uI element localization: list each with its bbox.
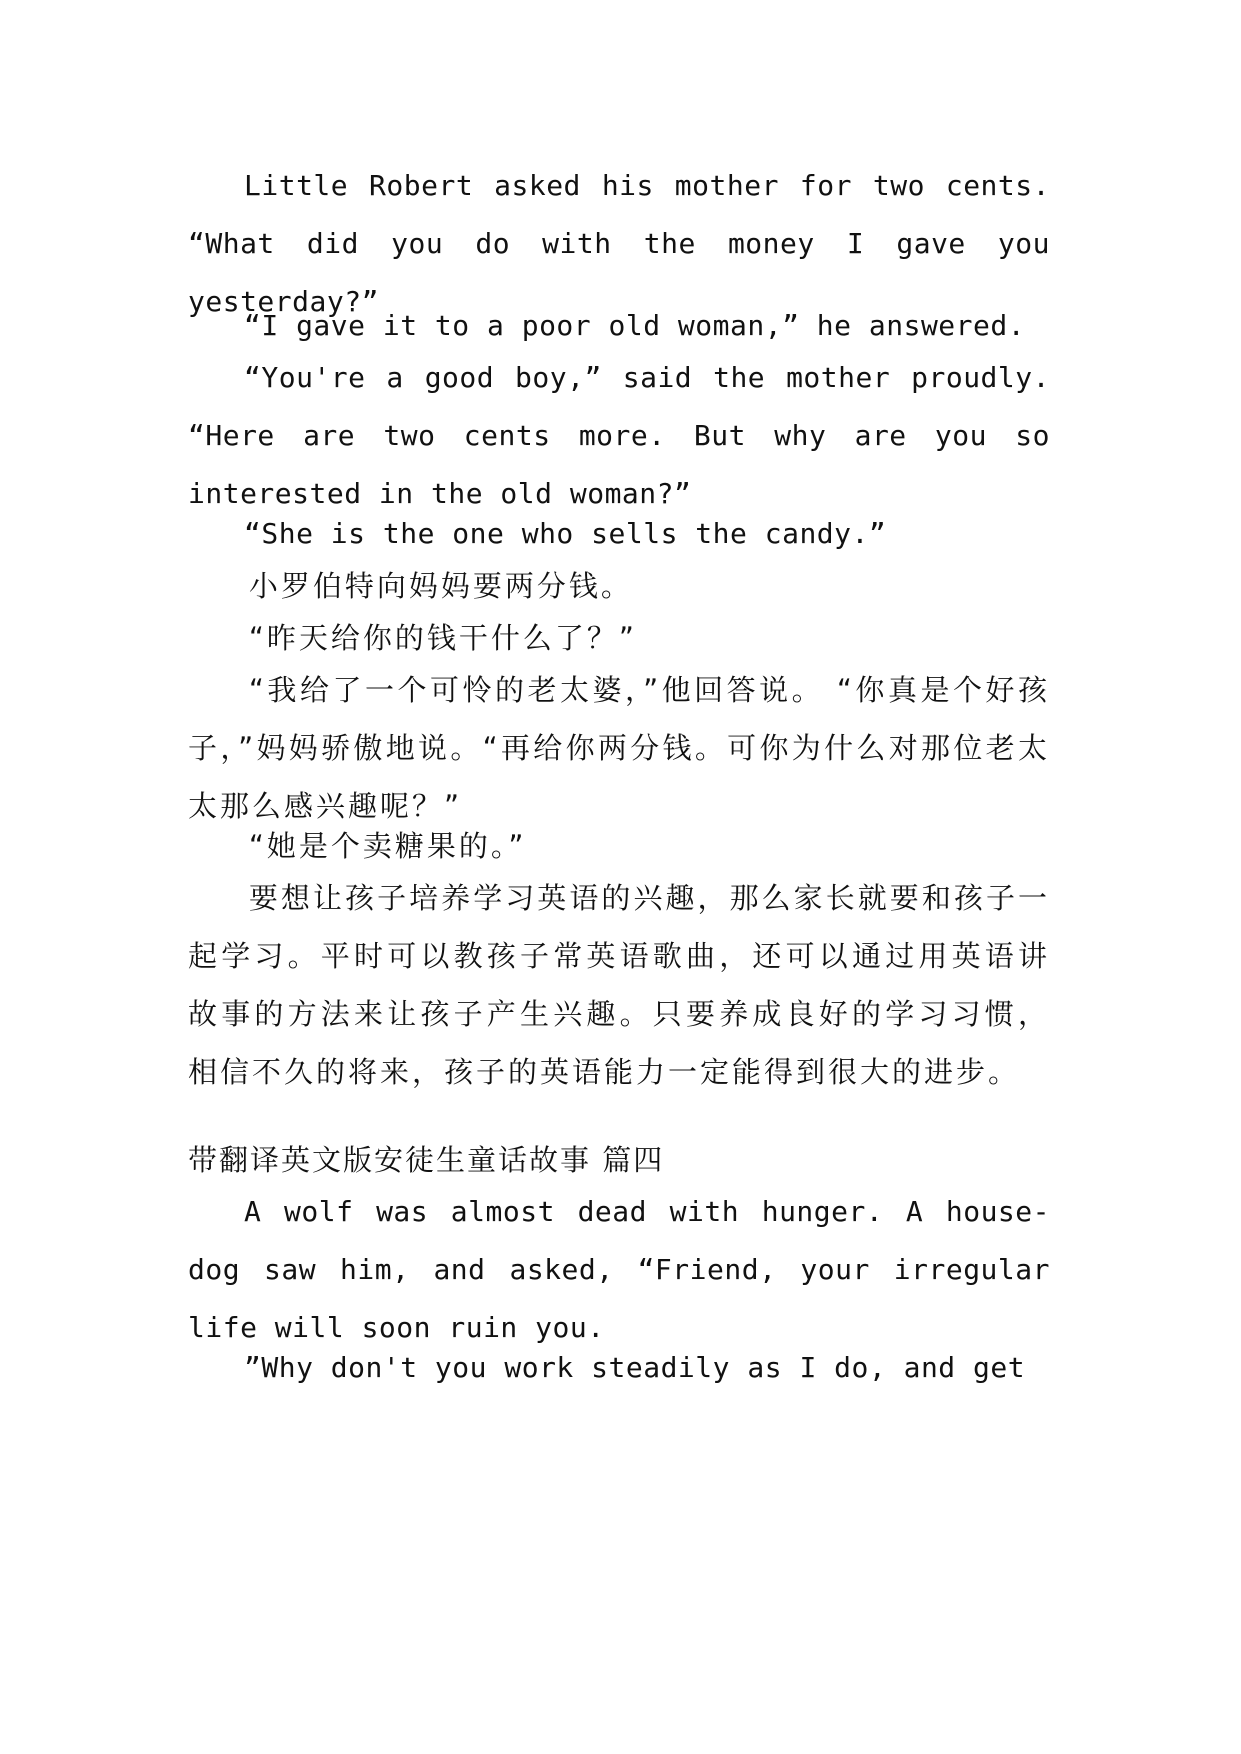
paragraph-sells-candy: “She is the one who sells the candy.”: [244, 517, 887, 550]
paragraph-cn-good-child: “我给了一个可怜的老太婆，”他回答说。 “你真是个好孩子，”妈妈骄傲地说。“再给你两分钱。可你为什么对那位老太太那么感兴趣呢？”: [188, 673, 1050, 823]
paragraph-wolf-hunger: A wolf was almost dead with hunger. A house-dog saw him, and asked, “Friend, your irregular life will soon ruin you.: [188, 1195, 1050, 1344]
paragraph-cn-what-money: “昨天给你的钱干什么了？”: [248, 621, 637, 655]
paragraph-robert-asks: Little Robert asked his mother for two cents. “What did you do with the money I gave you yesterday?”: [188, 169, 1050, 318]
section-heading: 带翻译英文版安徒生童话故事 篇四: [188, 1143, 665, 1177]
paragraph-cn-candy-seller: “她是个卖糖果的。”: [248, 829, 527, 863]
paragraph-work-steadily: ”Why don't you work steadily as I do, and get: [244, 1351, 1026, 1384]
paragraph-cn-learning-advice: 要想让孩子培养学习英语的兴趣，那么家长就要和孩子一起学习。平时可以教孩子常英语歌曲，还可以通过用英语讲故事的方法来让孩子产生兴趣。只要养成良好的学习习惯，相信不久的将来，孩子的英语能力一定能得到很大的进步。: [188, 881, 1050, 1089]
paragraph-good-boy: “You're a good boy,” said the mother proudly. “Here are two cents more. But why are you so interested in the old woman?”: [188, 361, 1050, 510]
paragraph-cn-robert-asks: 小罗伯特向妈妈要两分钱。: [248, 569, 633, 603]
paragraph-poor-old-woman: “I gave it to a poor old woman,” he answered.: [244, 309, 1026, 342]
